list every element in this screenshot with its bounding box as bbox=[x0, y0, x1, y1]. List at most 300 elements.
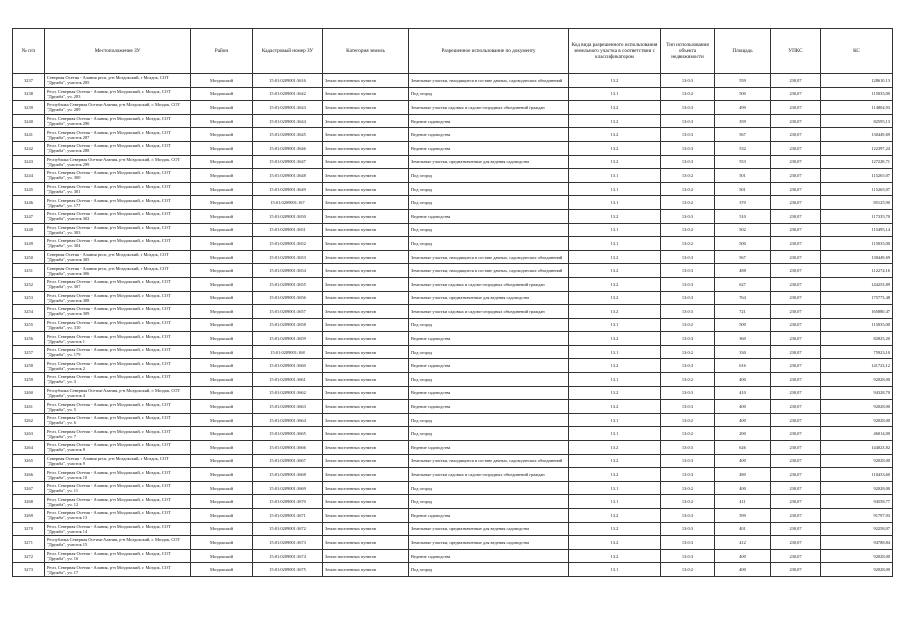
cell-use-code: 13.2 bbox=[569, 509, 661, 523]
table-row bbox=[13, 454, 893, 468]
cell-land-category: Земли населенных пунктов bbox=[323, 250, 409, 264]
cell-permitted-use: Земельные участки, находящиеся в составе дачных, садоводческих объединений bbox=[409, 250, 569, 264]
cell-district: Моздокский bbox=[191, 196, 253, 210]
table-row bbox=[13, 237, 893, 251]
cell-land-category: Земли населенных пунктов bbox=[323, 495, 409, 509]
cell-row-number: 3273 bbox=[13, 563, 45, 577]
cell-location: Респ. Северная Осетия - Алания, р-н Моздокский, г. Моздок, СОТ "Дружба", уч. 7 bbox=[45, 427, 191, 441]
cell-ks: 115265,07 bbox=[821, 169, 893, 183]
cell-location: Респ. Северная Осетия - Алания, р-н Моздокский, г. Моздок, СОТ "Дружба", уч. 310 bbox=[45, 318, 191, 332]
cell-area: 400 bbox=[715, 373, 771, 387]
cell-use-type: 13:0:2 bbox=[661, 223, 715, 237]
cell-use-code: 13.2 bbox=[569, 386, 661, 400]
cell-cadastral-number: 15:01:0209001:3675 bbox=[253, 563, 323, 577]
cell-cadastral-number: 15:01:0209001:3649 bbox=[253, 182, 323, 196]
cell-use-type: 13:0:3 bbox=[661, 386, 715, 400]
cell-location: Северная Осетия - Алания респ, р-н Моздокский, г Моздок, СОТ "Дружба", участок 306 bbox=[45, 264, 191, 278]
cell-use-code: 13.1 bbox=[569, 495, 661, 509]
cell-row-number: 3240 bbox=[13, 114, 45, 128]
cell-district: Моздокский bbox=[191, 536, 253, 550]
cell-upks: 230,07 bbox=[771, 427, 821, 441]
cell-area: 553 bbox=[715, 155, 771, 169]
cell-cadastral-number: 15:01:0209001:3645 bbox=[253, 128, 323, 142]
cell-use-code: 13.1 bbox=[569, 237, 661, 251]
cell-row-number: 3241 bbox=[13, 128, 45, 142]
cell-land-category: Земли населенных пунктов bbox=[323, 196, 409, 210]
cell-area: 567 bbox=[715, 250, 771, 264]
cell-use-code: 13.1 bbox=[569, 413, 661, 427]
cell-upks: 230,07 bbox=[771, 128, 821, 142]
cell-district: Моздокский bbox=[191, 468, 253, 482]
cell-cadastral-number: 15:01:0209001:3661 bbox=[253, 373, 323, 387]
cell-location: Респ. Северная Осетия - Алания, р-н Моздокский, г. Моздок, СОТ "Дружба", уч. 3 bbox=[45, 373, 191, 387]
cell-row-number: 3237 bbox=[13, 74, 45, 88]
cell-land-category: Земли населенных пунктов bbox=[323, 563, 409, 577]
cell-land-category: Земли населенных пунктов bbox=[323, 549, 409, 563]
cell-district: Моздокский bbox=[191, 114, 253, 128]
header-row-number: № п/п bbox=[13, 29, 45, 74]
cell-ks: 94788,84 bbox=[821, 536, 893, 550]
cell-ks: 92028,00 bbox=[821, 563, 893, 577]
cell-land-category: Земли населенных пунктов bbox=[323, 332, 409, 346]
cell-use-code: 13.1 bbox=[569, 87, 661, 101]
cell-area: 410 bbox=[715, 386, 771, 400]
cell-district: Моздокский bbox=[191, 563, 253, 577]
cell-permitted-use: Под огород bbox=[409, 196, 569, 210]
cell-upks: 230,07 bbox=[771, 87, 821, 101]
cell-location: Респ. Северная Осетия - Алания, р-н Моздокский, г. Моздок, СОТ "Дружба", уч. 6 bbox=[45, 413, 191, 427]
cell-district: Моздокский bbox=[191, 400, 253, 414]
cell-area: 200 bbox=[715, 427, 771, 441]
cell-ks: 175773,48 bbox=[821, 291, 893, 305]
cell-upks: 230,07 bbox=[771, 223, 821, 237]
cell-row-number: 3256 bbox=[13, 332, 45, 346]
cell-row-number: 3258 bbox=[13, 359, 45, 373]
cell-use-type: 13:0:3 bbox=[661, 155, 715, 169]
cell-location: Респ. Северная Осетия - Алания, р-н Моздокский, г. Моздок, СОТ "Дружба", участок 13 bbox=[45, 509, 191, 523]
cell-district: Моздокский bbox=[191, 87, 253, 101]
cell-district: Моздокский bbox=[191, 509, 253, 523]
cell-cadastral-number: 15:01:0209001:168 bbox=[253, 345, 323, 359]
cell-use-code: 13.2 bbox=[569, 114, 661, 128]
cell-cadastral-number: 15:01:0209001:3664 bbox=[253, 413, 323, 427]
cell-row-number: 3267 bbox=[13, 481, 45, 495]
cell-land-category: Земли населенных пунктов bbox=[323, 386, 409, 400]
header-upks: УПКС bbox=[771, 29, 821, 74]
cell-use-type: 13:0:2 bbox=[661, 169, 715, 183]
cell-use-code: 13.2 bbox=[569, 522, 661, 536]
cell-district: Моздокский bbox=[191, 332, 253, 346]
cell-district: Моздокский bbox=[191, 373, 253, 387]
cell-cadastral-number: 15:01:0209001:3662 bbox=[253, 386, 323, 400]
cell-ks: 115035,00 bbox=[821, 87, 893, 101]
cell-location: Респ. Северная Осетия - Алания, р-н Моздокский, г. Моздок, СОТ "Дружба", уч. 11 bbox=[45, 481, 191, 495]
cell-cadastral-number: 15:01:0209001:3660 bbox=[253, 359, 323, 373]
cell-location: Респ. Северная Осетия - Алания, р-н Моздокский, г. Моздок, СОТ "Дружба", участок 10 bbox=[45, 468, 191, 482]
cell-ks: 144253,89 bbox=[821, 277, 893, 291]
header-location: Местоположение ЗУ bbox=[45, 29, 191, 74]
cell-district: Моздокский bbox=[191, 101, 253, 115]
cell-ks: 115495,14 bbox=[821, 223, 893, 237]
cell-use-type: 13:0:3 bbox=[661, 277, 715, 291]
cell-use-type: 13:0:2 bbox=[661, 87, 715, 101]
cell-district: Моздокский bbox=[191, 250, 253, 264]
cell-land-category: Земли населенных пунктов bbox=[323, 114, 409, 128]
cell-use-type: 13:0:2 bbox=[661, 318, 715, 332]
cell-ks: 141723,12 bbox=[821, 359, 893, 373]
cell-upks: 230,07 bbox=[771, 373, 821, 387]
cell-land-category: Земли населенных пунктов bbox=[323, 74, 409, 88]
cell-permitted-use: Под огород bbox=[409, 373, 569, 387]
cell-cadastral-number: 15:01:0209001:3654 bbox=[253, 264, 323, 278]
cell-ks: 75923,10 bbox=[821, 345, 893, 359]
cell-cadastral-number: 15:01:0209001:3659 bbox=[253, 332, 323, 346]
cell-use-type: 13:0:3 bbox=[661, 305, 715, 319]
cell-district: Моздокский bbox=[191, 74, 253, 88]
table-row bbox=[13, 468, 893, 482]
table-row bbox=[13, 509, 893, 523]
cell-upks: 230,07 bbox=[771, 522, 821, 536]
cell-cadastral-number: 15:01:0209001:3643 bbox=[253, 101, 323, 115]
cell-permitted-use: Под огород bbox=[409, 223, 569, 237]
cell-use-type: 13:0:2 bbox=[661, 413, 715, 427]
cell-land-category: Земли населенных пунктов bbox=[323, 264, 409, 278]
cell-use-code: 13.1 bbox=[569, 182, 661, 196]
cell-row-number: 3272 bbox=[13, 549, 45, 563]
cell-use-type: 13:0:2 bbox=[661, 427, 715, 441]
cell-location: Респ. Северная Осетия - Алания, р-н Моздокский, г. Моздок, СОТ "Дружба", участок 14 bbox=[45, 522, 191, 536]
table-row bbox=[13, 563, 893, 577]
cell-area: 488 bbox=[715, 264, 771, 278]
cell-location: Респ. Северная Осетия - Алания, р-н Моздокский, г. Моздок, СОТ "Дружба", уч. 16 bbox=[45, 549, 191, 563]
cell-ks: 92028,00 bbox=[821, 373, 893, 387]
cell-land-category: Земли населенных пунктов bbox=[323, 536, 409, 550]
cell-location: Респ. Северная Осетия - Алания, р-н Моздокский, г. Моздок, СОТ "Дружба", уч. 283 bbox=[45, 87, 191, 101]
cell-row-number: 3239 bbox=[13, 101, 45, 115]
cell-location: Респ. Северная Осетия - Алания, р-н Моздокский, г. Моздок, СОТ "Дружба", уч. 301 bbox=[45, 182, 191, 196]
cell-use-code: 13.2 bbox=[569, 141, 661, 155]
cell-permitted-use: Земельные участки, предназначенные для ведения садоводства bbox=[409, 536, 569, 550]
cell-location: Северная Осетия - Алания респ, р-н Моздокский, г Моздок, СОТ "Дружба", участок 305 bbox=[45, 250, 191, 264]
cell-location: Респ. Северная Осетия - Алания, р-н Моздокский, г. Моздок, СОТ "Дружба", уч. 177 bbox=[45, 196, 191, 210]
cell-district: Моздокский bbox=[191, 522, 253, 536]
cell-permitted-use: Под огород bbox=[409, 481, 569, 495]
cell-row-number: 3262 bbox=[13, 413, 45, 427]
cell-land-category: Земли населенных пунктов bbox=[323, 454, 409, 468]
cell-use-code: 13.1 bbox=[569, 318, 661, 332]
cell-cadastral-number: 15:01:0209001:3650 bbox=[253, 209, 323, 223]
cell-permitted-use: Земельные участки, предназначенные для ведения садоводства bbox=[409, 155, 569, 169]
cell-upks: 230,07 bbox=[771, 495, 821, 509]
cell-cadastral-number: 15:01:0209001:3673 bbox=[253, 536, 323, 550]
cell-use-code: 13.2 bbox=[569, 536, 661, 550]
cell-upks: 230,07 bbox=[771, 536, 821, 550]
cell-ks: 115035,00 bbox=[821, 237, 893, 251]
cell-district: Моздокский bbox=[191, 223, 253, 237]
cell-district: Моздокский bbox=[191, 318, 253, 332]
cell-land-category: Земли населенных пунктов bbox=[323, 141, 409, 155]
cell-ks: 112274,16 bbox=[821, 264, 893, 278]
cell-permitted-use: Ведение садоводства bbox=[409, 359, 569, 373]
cell-land-category: Земли населенных пунктов bbox=[323, 237, 409, 251]
cell-area: 559 bbox=[715, 74, 771, 88]
cell-land-category: Земли населенных пунктов bbox=[323, 509, 409, 523]
cell-use-code: 13.1 bbox=[569, 427, 661, 441]
cell-use-type: 13:0:3 bbox=[661, 522, 715, 536]
cell-permitted-use: Ведение садоводства bbox=[409, 209, 569, 223]
cell-location: Респ. Северная Осетия - Алания, р-н Моздокский, г. Моздок, СОТ "Дружба", уч. 303 bbox=[45, 223, 191, 237]
cell-use-type: 13:0:2 bbox=[661, 563, 715, 577]
table-row bbox=[13, 101, 893, 115]
cell-location: Респ. Северная Осетия - Алания, р-н Моздокский, г. Моздок, СОТ "Дружба", уч. 179 bbox=[45, 345, 191, 359]
cell-permitted-use: Ведение садоводства bbox=[409, 386, 569, 400]
cell-use-code: 13.1 bbox=[569, 196, 661, 210]
cell-upks: 230,07 bbox=[771, 400, 821, 414]
cell-district: Моздокский bbox=[191, 277, 253, 291]
cell-upks: 230,07 bbox=[771, 359, 821, 373]
cell-row-number: 3249 bbox=[13, 237, 45, 251]
cell-cadastral-number: 15:01:0209001:3644 bbox=[253, 114, 323, 128]
cell-upks: 230,07 bbox=[771, 332, 821, 346]
cell-district: Моздокский bbox=[191, 237, 253, 251]
header-area: Площадь bbox=[715, 29, 771, 74]
header-cadastral-number: Кадастровый номер ЗУ bbox=[253, 29, 323, 74]
cell-use-code: 13.2 bbox=[569, 305, 661, 319]
cell-cadastral-number: 15:01:0209001:3669 bbox=[253, 481, 323, 495]
cell-cadastral-number: 15:01:0209001:3653 bbox=[253, 250, 323, 264]
table-row bbox=[13, 305, 893, 319]
cell-use-code: 13.2 bbox=[569, 400, 661, 414]
cell-use-code: 13.1 bbox=[569, 223, 661, 237]
cell-location: Респ. Северная Осетия - Алания, р-н Моздокский, г. Моздок, СОТ "Дружба", участок 290 bbox=[45, 114, 191, 128]
cell-ks: 94558,77 bbox=[821, 495, 893, 509]
cell-district: Моздокский bbox=[191, 291, 253, 305]
cell-use-type: 13:0:3 bbox=[661, 400, 715, 414]
cell-district: Моздокский bbox=[191, 549, 253, 563]
table-row bbox=[13, 318, 893, 332]
cell-area: 400 bbox=[715, 481, 771, 495]
table-row bbox=[13, 495, 893, 509]
cell-permitted-use: Ведение садоводства bbox=[409, 114, 569, 128]
cell-district: Моздокский bbox=[191, 305, 253, 319]
cell-area: 501 bbox=[715, 169, 771, 183]
cell-location: Респ. Северная Осетия - Алания, р-н Моздокский, г. Моздок, СОТ "Дружба", участок 302 bbox=[45, 209, 191, 223]
header-ks: КС bbox=[821, 29, 893, 74]
cell-use-type: 13:0:3 bbox=[661, 359, 715, 373]
table-row bbox=[13, 169, 893, 183]
cell-land-category: Земли населенных пунктов bbox=[323, 318, 409, 332]
cell-use-code: 13.1 bbox=[569, 563, 661, 577]
cell-ks: 92258,07 bbox=[821, 522, 893, 536]
table-row bbox=[13, 522, 893, 536]
cell-use-code: 13.2 bbox=[569, 468, 661, 482]
cell-ks: 165880,47 bbox=[821, 305, 893, 319]
cell-land-category: Земли населенных пунктов bbox=[323, 87, 409, 101]
table-row bbox=[13, 291, 893, 305]
cell-location: Респ. Северная Осетия - Алания, р-н Моздокский, г. Моздок, СОТ "Дружба", участок 308 bbox=[45, 291, 191, 305]
cell-permitted-use: Земельные участки, предназначенные для ведения садоводства bbox=[409, 522, 569, 536]
table-row bbox=[13, 223, 893, 237]
cell-use-type: 13:0:2 bbox=[661, 196, 715, 210]
cell-upks: 230,07 bbox=[771, 74, 821, 88]
cell-use-type: 13:0:3 bbox=[661, 454, 715, 468]
cell-use-code: 13.2 bbox=[569, 209, 661, 223]
cell-row-number: 3255 bbox=[13, 318, 45, 332]
cell-upks: 230,07 bbox=[771, 209, 821, 223]
cell-permitted-use: Земельные участки садовых и садово-огородных объединений граждан bbox=[409, 101, 569, 115]
cell-district: Моздокский bbox=[191, 386, 253, 400]
cell-ks: 82595,13 bbox=[821, 114, 893, 128]
cell-row-number: 3257 bbox=[13, 345, 45, 359]
cell-row-number: 3252 bbox=[13, 277, 45, 291]
cell-land-category: Земли населенных пунктов bbox=[323, 277, 409, 291]
cell-area: 501 bbox=[715, 182, 771, 196]
cell-use-type: 13:0:3 bbox=[661, 264, 715, 278]
cell-ks: 127228,71 bbox=[821, 155, 893, 169]
cell-row-number: 3246 bbox=[13, 196, 45, 210]
cell-area: 400 bbox=[715, 413, 771, 427]
cell-area: 500 bbox=[715, 87, 771, 101]
cell-ks: 110433,60 bbox=[821, 468, 893, 482]
table-row bbox=[13, 87, 893, 101]
cell-area: 499 bbox=[715, 101, 771, 115]
header-use-code: Код вида разрешенного использования земельного участка в соответствии с классификатором bbox=[569, 29, 661, 74]
cell-land-category: Земли населенных пунктов bbox=[323, 155, 409, 169]
cell-upks: 230,07 bbox=[771, 509, 821, 523]
table-row bbox=[13, 373, 893, 387]
cell-cadastral-number: 15:01:0209001:3672 bbox=[253, 522, 323, 536]
cell-upks: 230,07 bbox=[771, 237, 821, 251]
cell-ks: 92028,00 bbox=[821, 400, 893, 414]
cell-cadastral-number: 15:01:0209001:3651 bbox=[253, 223, 323, 237]
cell-upks: 230,07 bbox=[771, 101, 821, 115]
cell-area: 502 bbox=[715, 223, 771, 237]
cell-ks: 85125,90 bbox=[821, 196, 893, 210]
cell-cadastral-number: 15:01:0209001:3671 bbox=[253, 509, 323, 523]
cell-row-number: 3259 bbox=[13, 373, 45, 387]
cell-permitted-use: Ведение садоводства bbox=[409, 549, 569, 563]
cell-use-type: 13:0:3 bbox=[661, 250, 715, 264]
cell-cadastral-number: 15:01:0209001:3657 bbox=[253, 305, 323, 319]
cell-area: 359 bbox=[715, 114, 771, 128]
cell-upks: 230,07 bbox=[771, 264, 821, 278]
cell-cadastral-number: 15:01:0209001:3665 bbox=[253, 427, 323, 441]
cell-ks: 130449,69 bbox=[821, 128, 893, 142]
cell-use-code: 13.2 bbox=[569, 264, 661, 278]
cell-permitted-use: Земельные участки садовых и садово-огородных объединений граждан bbox=[409, 468, 569, 482]
cell-cadastral-number: 15:01:0209001:3667 bbox=[253, 454, 323, 468]
cell-district: Моздокский bbox=[191, 359, 253, 373]
cell-permitted-use: Под огород bbox=[409, 169, 569, 183]
cell-area: 412 bbox=[715, 536, 771, 550]
table-row bbox=[13, 427, 893, 441]
cell-ks: 117335,70 bbox=[821, 209, 893, 223]
cell-district: Моздокский bbox=[191, 264, 253, 278]
cell-upks: 230,07 bbox=[771, 413, 821, 427]
cell-row-number: 3268 bbox=[13, 495, 45, 509]
cell-ks: 130449,69 bbox=[821, 250, 893, 264]
cell-area: 401 bbox=[715, 522, 771, 536]
table-row bbox=[13, 196, 893, 210]
cell-use-code: 13.2 bbox=[569, 359, 661, 373]
cell-area: 411 bbox=[715, 495, 771, 509]
header-district: Район bbox=[191, 29, 253, 74]
cell-use-type: 13:0:3 bbox=[661, 209, 715, 223]
cell-cadastral-number: 15:01:0209001:3616 bbox=[253, 74, 323, 88]
table-header-row bbox=[13, 29, 893, 74]
cell-location: Респ. Северная Осетия - Алания, р-н Моздокский, г. Моздок, СОТ "Дружба", участок 1 bbox=[45, 332, 191, 346]
cell-permitted-use: Под огород bbox=[409, 345, 569, 359]
cell-use-code: 13.1 bbox=[569, 373, 661, 387]
cell-cadastral-number: 15:01:0209001:3670 bbox=[253, 495, 323, 509]
cell-ks: 91797,93 bbox=[821, 509, 893, 523]
cell-upks: 230,07 bbox=[771, 468, 821, 482]
cell-use-type: 13:0:2 bbox=[661, 373, 715, 387]
cell-area: 532 bbox=[715, 141, 771, 155]
cell-district: Моздокский bbox=[191, 495, 253, 509]
cell-ks: 92028,00 bbox=[821, 481, 893, 495]
cell-permitted-use: Под огород bbox=[409, 182, 569, 196]
cell-permitted-use: Земельные участки, предназначенные для ведения садоводства bbox=[409, 291, 569, 305]
cell-upks: 230,07 bbox=[771, 305, 821, 319]
table-row bbox=[13, 386, 893, 400]
cell-land-category: Земли населенных пунктов bbox=[323, 359, 409, 373]
cell-area: 330 bbox=[715, 345, 771, 359]
cell-cadastral-number: 15:01:0209001:3648 bbox=[253, 169, 323, 183]
table-row bbox=[13, 413, 893, 427]
cell-permitted-use: Под огород bbox=[409, 318, 569, 332]
cell-land-category: Земли населенных пунктов bbox=[323, 373, 409, 387]
cell-area: 400 bbox=[715, 454, 771, 468]
cell-permitted-use: Под огород bbox=[409, 563, 569, 577]
cell-upks: 230,07 bbox=[771, 481, 821, 495]
cell-use-type: 13:0:2 bbox=[661, 237, 715, 251]
cell-permitted-use: Под огород bbox=[409, 87, 569, 101]
cell-area: 764 bbox=[715, 291, 771, 305]
cell-row-number: 3261 bbox=[13, 400, 45, 414]
cell-location: Республика Северная Осетия-Алания, р-н Моздокский, г. Моздок, СОТ "Дружба", участок 15 bbox=[45, 536, 191, 550]
cell-permitted-use: Земельные участки садовых и садово-огородных объединений граждан bbox=[409, 305, 569, 319]
cell-location: Респ. Северная Осетия - Алания, р-н Моздокский, г. Моздок, СОТ "Дружба", участок 288 bbox=[45, 141, 191, 155]
cell-use-type: 13:0:3 bbox=[661, 468, 715, 482]
cell-upks: 230,07 bbox=[771, 114, 821, 128]
cell-use-code: 13.2 bbox=[569, 549, 661, 563]
cell-location: Респ. Северная Осетия - Алания, р-н Моздокский, г. Моздок, СОТ "Дружба", уч. 304 bbox=[45, 237, 191, 251]
cell-permitted-use: Ведение садоводства bbox=[409, 128, 569, 142]
cell-permitted-use: Земельные участки, находящиеся в составе дачных, садоводческих объединений bbox=[409, 264, 569, 278]
cell-district: Моздокский bbox=[191, 128, 253, 142]
cell-area: 370 bbox=[715, 196, 771, 210]
cell-row-number: 3260 bbox=[13, 386, 45, 400]
header-permitted-use: Разрешенное использование по документу bbox=[409, 29, 569, 74]
cell-location: Респ. Северная Осетия - Алания, р-н Моздокский, г. Моздок, СОТ "Дружба", участок 287 bbox=[45, 128, 191, 142]
table-row bbox=[13, 114, 893, 128]
cell-cadastral-number: 15:01:0209001:3652 bbox=[253, 237, 323, 251]
table-row bbox=[13, 345, 893, 359]
land-parcel-table bbox=[12, 28, 893, 577]
cell-permitted-use: Земельные участки садовых и садово-огородных объединений граждан bbox=[409, 277, 569, 291]
table-row bbox=[13, 250, 893, 264]
cell-permitted-use: Ведение садоводства bbox=[409, 441, 569, 455]
cell-cadastral-number: 15:01:0209001:3668 bbox=[253, 468, 323, 482]
cell-cadastral-number: 15:01:0209001:3642 bbox=[253, 87, 323, 101]
cell-upks: 230,07 bbox=[771, 250, 821, 264]
cell-ks: 92028,00 bbox=[821, 454, 893, 468]
cell-area: 400 bbox=[715, 563, 771, 577]
table-row bbox=[13, 481, 893, 495]
cell-use-type: 13:0:3 bbox=[661, 332, 715, 346]
cell-permitted-use: Под огород bbox=[409, 427, 569, 441]
